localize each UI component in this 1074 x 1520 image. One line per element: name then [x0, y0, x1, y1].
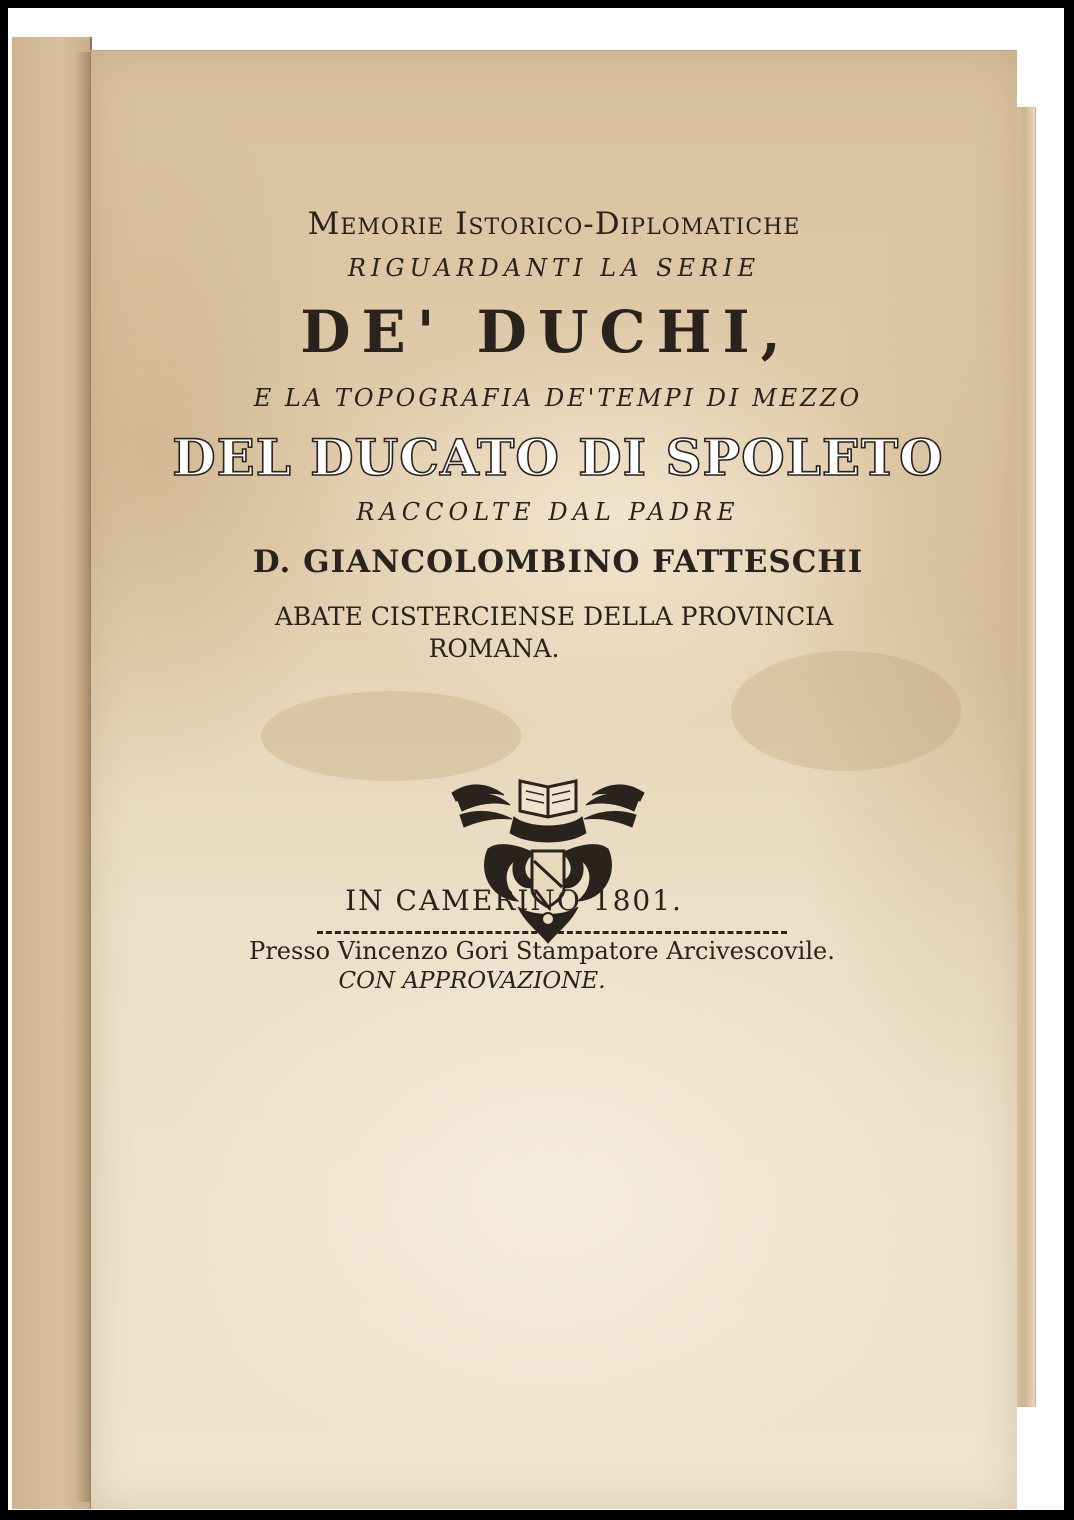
title-line-topografia: E LA TOPOGRAFIA DE'TEMPI DI MEZZO [253, 384, 863, 412]
title-line-duchi: DE' DUCHI, [300, 298, 792, 366]
title-line-ducato: DEL DUCATO DI SPOLETO [172, 428, 944, 487]
title-line-memorie: Memorie Istorico-Diplomatiche [307, 206, 801, 242]
author-title: ABATE CISTERCIENSE DELLA PROVINCIA [274, 602, 834, 631]
title-page [90, 50, 1017, 1509]
author-name: D. GIANCOLOMBINO FATTESCHI [252, 544, 864, 580]
approval-line: CON APPROVAZIONE. [338, 968, 606, 994]
title-line-raccolte: RACCOLTE DAL PADRE [356, 498, 740, 526]
author-title-cont: ROMANA. [428, 634, 560, 663]
woodcut-ornament-icon [448, 771, 648, 956]
title-line-riguardanti: RIGUARDANTI LA SERIE [347, 254, 761, 282]
title-page-text [91, 51, 1017, 1509]
place-and-date: IN CAMERINO 1801. [345, 884, 683, 917]
printer-line: Presso Vincenzo Gori Stampatore Arcivescovile. [249, 937, 835, 965]
book-photo [12, 12, 1062, 1509]
